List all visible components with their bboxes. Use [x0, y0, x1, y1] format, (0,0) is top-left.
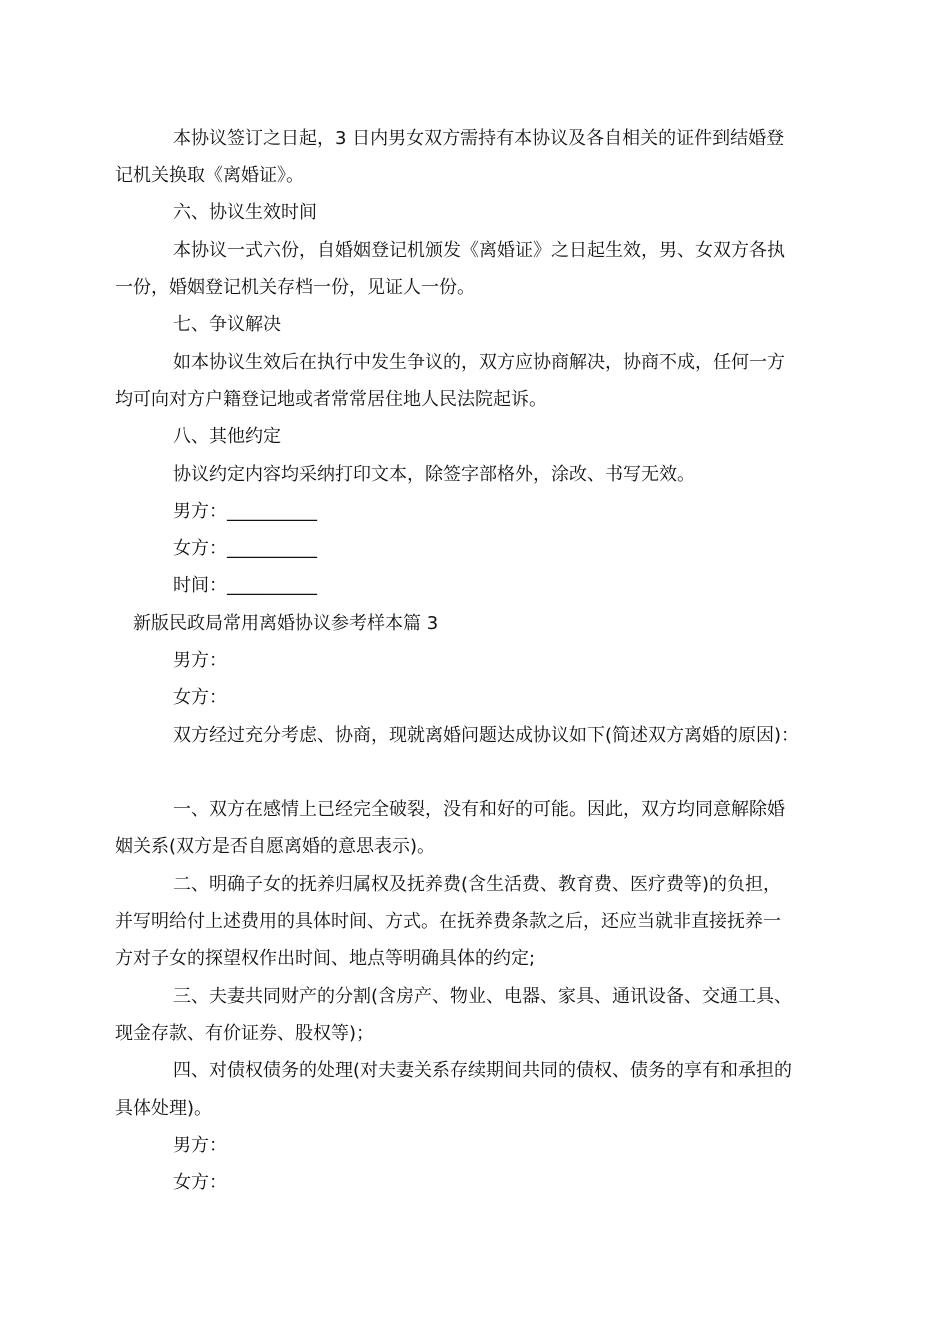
- paragraph-line: 并写明给付上述费用的具体时间、方式。在抚养费条款之后，还应当就非直接抚养一: [115, 911, 781, 932]
- party-female-label: 女方：: [173, 1172, 227, 1193]
- paragraph-line: 一份，婚姻登记机关存档一份，见证人一份。: [115, 277, 475, 298]
- party-male-label: 男方：: [173, 650, 227, 671]
- paragraph-line: 现金存款、有价证券、股权等)；: [115, 1023, 375, 1044]
- paragraph-line: 本协议一式六份，自婚姻登记机颁发《离婚证》之日起生效，男、女双方各执: [173, 240, 785, 261]
- paragraph-line: 双方经过充分考虑、协商，现就离婚问题达成协议如下(简述双方离婚的原因)：: [173, 725, 800, 746]
- paragraph-line: 协议约定内容均采纳打印文本，除签字部格外，涂改、书写无效。: [173, 464, 695, 485]
- paragraph-line: 三、夫妻共同财产的分割(含房产、物业、电器、家具、通讯设备、交通工具、: [173, 986, 793, 1007]
- signature-line-male: 男方：__________: [173, 501, 317, 522]
- paragraph-line: 均可向对方户籍登记地或者常常居住地人民法院起诉。: [115, 389, 547, 410]
- party-female-label: 女方：: [173, 687, 227, 708]
- section-heading: 七、争议解决: [173, 314, 281, 335]
- paragraph-line: 二、明确子女的抚养归属权及抚养费(含生活费、教育费、医疗费等)的负担，: [173, 874, 782, 895]
- party-male-label: 男方：: [173, 1135, 227, 1156]
- signature-line-female: 女方：__________: [173, 538, 317, 559]
- date-line: 时间：__________: [173, 575, 317, 596]
- paragraph-line: 本协议签订之日起，3 日内男女双方需持有本协议及各自相关的证件到结婚登: [173, 128, 785, 149]
- paragraph-line: 姻关系(双方是否自愿离婚的意思表示)。: [115, 836, 436, 857]
- section-heading: 八、其他约定: [173, 426, 281, 447]
- section-heading: 六、协议生效时间: [173, 202, 317, 223]
- paragraph-line: 具体处理)。: [115, 1098, 213, 1119]
- paragraph-line: 如本协议生效后在执行中发生争议的，双方应协商解决，协商不成，任何一方: [173, 352, 785, 373]
- paragraph-line: 记机关换取《离婚证》。: [115, 165, 304, 186]
- sample-title: 新版民政局常用离婚协议参考样本篇 3: [133, 613, 439, 634]
- paragraph-line: 四、对债权债务的处理(对夫妻关系存续期间共同的债权、债务的享有和承担的: [173, 1060, 793, 1081]
- paragraph-line: 方对子女的探望权作出时间、地点等明确具体的约定;: [115, 948, 536, 969]
- paragraph-line: 一、双方在感情上已经完全破裂，没有和好的可能。因此，双方均同意解除婚: [173, 799, 785, 820]
